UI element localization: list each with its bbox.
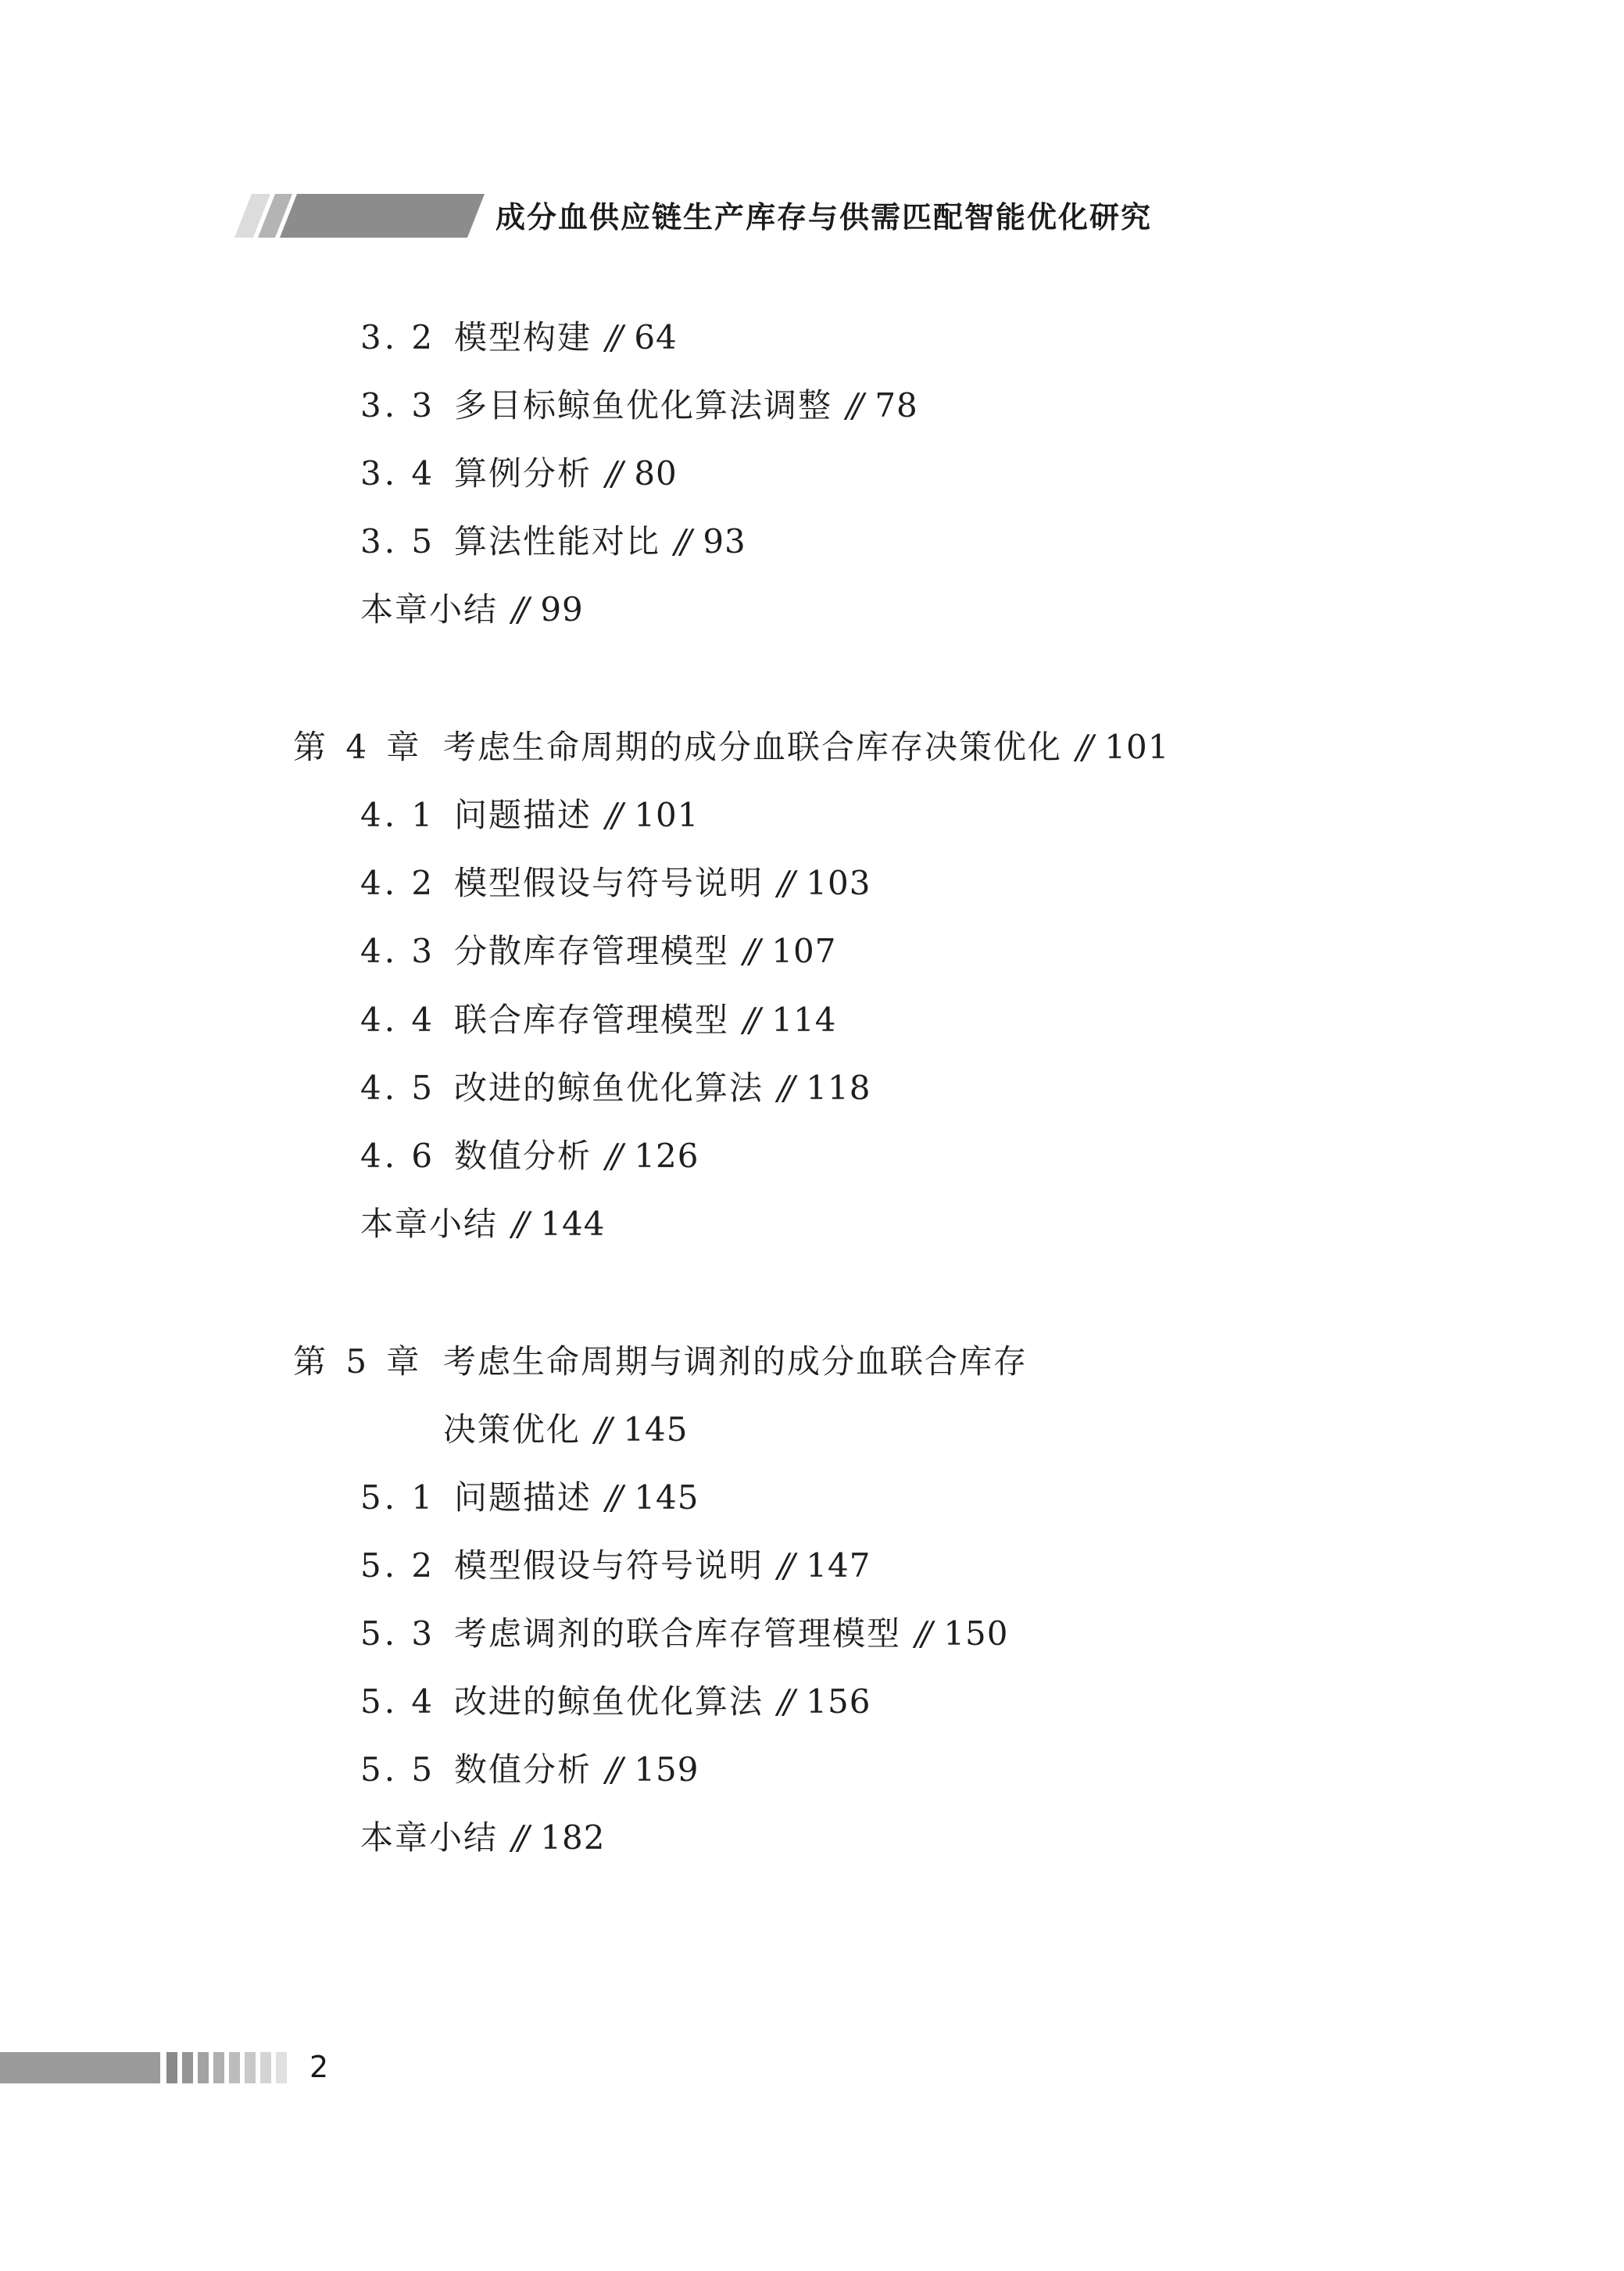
page-ref: 150 — [943, 1614, 1009, 1653]
page-ref: 145 — [634, 1478, 699, 1517]
section-title: 多目标鲸鱼优化算法调整 — [454, 386, 833, 424]
section-title: 模型假设与符号说明 — [454, 864, 764, 902]
page-separator: // — [606, 796, 619, 834]
page-ref: 80 — [634, 454, 678, 493]
section-number: 4. 2 — [360, 864, 436, 902]
toc-entry-summary-4[interactable] — [360, 1203, 606, 1245]
toc-entry-5-1[interactable] — [360, 1477, 699, 1519]
section-number: 4. 3 — [360, 932, 436, 970]
section-title: 算法性能对比 — [454, 522, 661, 561]
section-number: 5. 1 — [360, 1478, 436, 1517]
page-number: 2 — [309, 2050, 329, 2084]
toc-chapter-5[interactable] — [293, 1341, 1028, 1383]
header-stripes-ornament — [234, 194, 485, 238]
section-title: 分散库存管理模型 — [454, 932, 730, 970]
book-title: 成分血供应链生产库存与供需匹配智能优化研究 — [495, 200, 1153, 235]
page-ref: 107 — [771, 932, 837, 970]
page-separator: // — [778, 1682, 791, 1721]
section-number: 3. 2 — [360, 318, 436, 356]
section-title: 问题描述 — [454, 796, 592, 834]
page-ref: 126 — [634, 1137, 699, 1175]
page-separator: // — [512, 1205, 525, 1243]
footer-bar-ornament — [0, 2052, 297, 2083]
toc-entry-summary-5[interactable] — [360, 1817, 606, 1859]
page-ref: 101 — [1104, 728, 1170, 766]
section-number: 3. 5 — [360, 522, 436, 561]
section-title: 联合库存管理模型 — [454, 1001, 730, 1039]
chapter-title: 考虑生命周期的成分血联合库存决策优化 — [443, 728, 1063, 766]
page-ref: 114 — [771, 1001, 837, 1039]
page-separator: // — [674, 522, 688, 561]
page-ref: 144 — [540, 1205, 606, 1243]
chapter-label: 第 5 章 — [293, 1342, 424, 1381]
chapter-label: 第 4 章 — [293, 728, 424, 766]
toc-entry-5-2[interactable] — [360, 1545, 871, 1587]
toc-entry-4-1[interactable] — [360, 794, 699, 836]
section-title: 数值分析 — [454, 1137, 592, 1175]
toc-entry-5-3[interactable] — [360, 1613, 1009, 1655]
page-separator: // — [512, 1818, 525, 1857]
section-title: 考虑调剂的联合库存管理模型 — [454, 1614, 902, 1653]
section-number: 5. 5 — [360, 1750, 436, 1789]
toc-entry-4-5[interactable] — [360, 1067, 871, 1109]
toc-entry-3-3[interactable] — [360, 385, 918, 427]
page-separator: // — [1076, 728, 1089, 766]
toc-entry-summary-3[interactable] — [360, 589, 584, 631]
page-separator: // — [778, 1546, 791, 1585]
page-separator: // — [512, 590, 525, 629]
section-title: 模型构建 — [454, 318, 592, 356]
page-separator: // — [778, 864, 791, 902]
toc-chapter-4[interactable] — [293, 726, 1170, 768]
section-number: 3. 3 — [360, 386, 436, 424]
toc-entry-3-5[interactable] — [360, 521, 746, 563]
section-number: 4. 1 — [360, 796, 436, 834]
page-separator: // — [606, 1137, 619, 1175]
page-separator: // — [846, 386, 860, 424]
page-separator: // — [606, 1478, 619, 1517]
page-ref: 156 — [806, 1682, 871, 1721]
page-separator: // — [743, 1001, 757, 1039]
section-number: 3. 4 — [360, 454, 436, 493]
page-separator: // — [606, 1750, 619, 1789]
page-separator: // — [606, 318, 619, 356]
page-ref: 101 — [634, 796, 699, 834]
section-title: 改进的鲸鱼优化算法 — [454, 1069, 764, 1107]
toc-chapter-5-continued[interactable] — [443, 1409, 689, 1451]
toc-entry-4-4[interactable] — [360, 999, 837, 1041]
page-separator: // — [595, 1410, 608, 1449]
section-title: 模型假设与符号说明 — [454, 1546, 764, 1585]
page-ref: 182 — [540, 1818, 606, 1857]
section-number: 5. 3 — [360, 1614, 436, 1653]
summary-title: 本章小结 — [360, 1818, 499, 1857]
toc-entry-3-2[interactable] — [360, 317, 678, 359]
page-ref: 64 — [634, 318, 678, 356]
section-title: 算例分析 — [454, 454, 592, 493]
page-ref: 147 — [806, 1546, 871, 1585]
toc-entry-4-3[interactable] — [360, 930, 837, 973]
toc-entry-4-6[interactable] — [360, 1135, 699, 1177]
section-number: 4. 5 — [360, 1069, 436, 1107]
summary-title: 本章小结 — [360, 1205, 499, 1243]
page-separator: // — [915, 1614, 928, 1653]
section-title: 问题描述 — [454, 1478, 592, 1517]
page-separator: // — [743, 932, 757, 970]
page-ref: 118 — [806, 1069, 871, 1107]
section-title: 改进的鲸鱼优化算法 — [454, 1682, 764, 1721]
page-ref: 78 — [875, 386, 918, 424]
section-number: 4. 6 — [360, 1137, 436, 1175]
page-ref: 99 — [540, 590, 584, 629]
toc-entry-5-4[interactable] — [360, 1681, 871, 1723]
page-separator: // — [606, 454, 619, 493]
toc-entry-4-2[interactable] — [360, 862, 871, 904]
running-header — [0, 0, 1624, 258]
page-ref: 145 — [623, 1410, 689, 1449]
chapter-title-line-1: 考虑生命周期与调剂的成分血联合库存 — [443, 1342, 1028, 1381]
page-separator: // — [778, 1069, 791, 1107]
summary-title: 本章小结 — [360, 590, 499, 629]
section-title: 数值分析 — [454, 1750, 592, 1789]
page-ref: 93 — [703, 522, 746, 561]
section-number: 5. 4 — [360, 1682, 436, 1721]
toc-entry-5-5[interactable] — [360, 1749, 699, 1791]
chapter-title-line-2: 决策优化 — [443, 1410, 581, 1449]
section-number: 5. 2 — [360, 1546, 436, 1585]
toc-entry-3-4[interactable] — [360, 453, 678, 495]
section-number: 4. 4 — [360, 1001, 436, 1039]
page-ref: 159 — [634, 1750, 699, 1789]
page-ref: 103 — [806, 864, 871, 902]
